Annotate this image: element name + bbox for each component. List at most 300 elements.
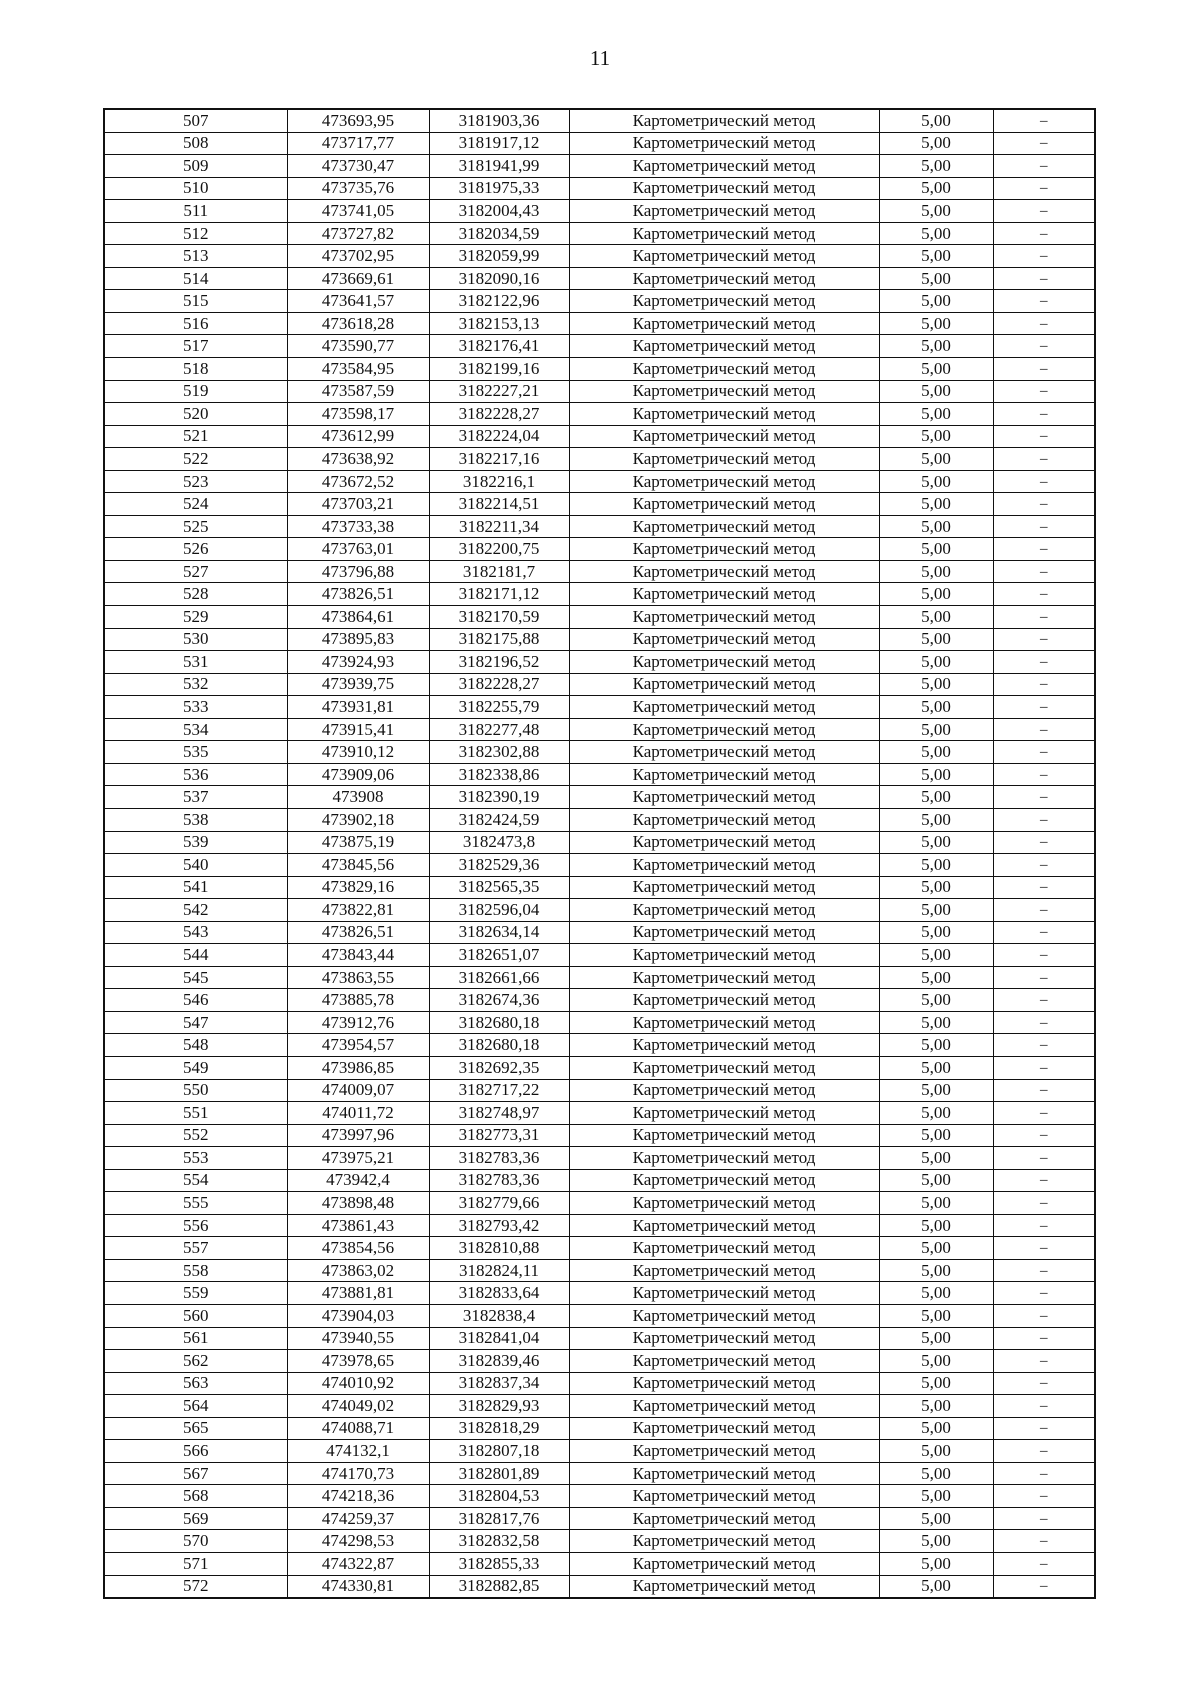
x-coordinate-cell: 473942,4: [287, 1169, 429, 1192]
point-number-cell: 551: [104, 1102, 287, 1125]
x-coordinate-cell: 474049,02: [287, 1395, 429, 1418]
description-cell: –: [993, 673, 1095, 696]
x-coordinate-cell: 473939,75: [287, 673, 429, 696]
accuracy-cell: 5,00: [879, 808, 993, 831]
x-coordinate-cell: 473703,21: [287, 493, 429, 516]
accuracy-cell: 5,00: [879, 1395, 993, 1418]
point-number-cell: 571: [104, 1553, 287, 1576]
accuracy-cell: 5,00: [879, 628, 993, 651]
accuracy-cell: 5,00: [879, 312, 993, 335]
description-cell: –: [993, 1372, 1095, 1395]
y-coordinate-cell: 3182773,31: [429, 1124, 569, 1147]
method-cell: Картометрический метод: [569, 403, 879, 426]
method-cell: Картометрический метод: [569, 741, 879, 764]
description-cell: –: [993, 1237, 1095, 1260]
description-cell: –: [993, 493, 1095, 516]
table-row: [104, 358, 1095, 381]
description-cell: –: [993, 222, 1095, 245]
table-row: [104, 470, 1095, 493]
accuracy-cell: 5,00: [879, 493, 993, 516]
description-cell: –: [993, 583, 1095, 606]
point-number-cell: 566: [104, 1440, 287, 1463]
table-row: [104, 177, 1095, 200]
x-coordinate-cell: 473641,57: [287, 290, 429, 313]
method-cell: Картометрический метод: [569, 1259, 879, 1282]
x-coordinate-cell: 473861,43: [287, 1214, 429, 1237]
description-cell: –: [993, 515, 1095, 538]
x-coordinate-cell: 473584,95: [287, 358, 429, 381]
accuracy-cell: 5,00: [879, 1350, 993, 1373]
table-row: [104, 109, 1095, 132]
method-cell: Картометрический метод: [569, 470, 879, 493]
description-cell: –: [993, 1011, 1095, 1034]
description-cell: –: [993, 109, 1095, 132]
method-cell: Картометрический метод: [569, 515, 879, 538]
point-number-cell: 538: [104, 808, 287, 831]
method-cell: Картометрический метод: [569, 222, 879, 245]
y-coordinate-cell: 3182277,48: [429, 718, 569, 741]
y-coordinate-cell: 3182779,66: [429, 1192, 569, 1215]
x-coordinate-cell: 473672,52: [287, 470, 429, 493]
point-number-cell: 548: [104, 1034, 287, 1057]
point-number-cell: 542: [104, 899, 287, 922]
x-coordinate-cell: 474259,37: [287, 1507, 429, 1530]
table-row: [104, 944, 1095, 967]
description-cell: –: [993, 177, 1095, 200]
point-number-cell: 559: [104, 1282, 287, 1305]
x-coordinate-cell: 473975,21: [287, 1147, 429, 1170]
method-cell: Картометрический метод: [569, 1530, 879, 1553]
accuracy-cell: 5,00: [879, 1530, 993, 1553]
point-number-cell: 554: [104, 1169, 287, 1192]
point-number-cell: 516: [104, 312, 287, 335]
y-coordinate-cell: 3182090,16: [429, 267, 569, 290]
accuracy-cell: 5,00: [879, 267, 993, 290]
point-number-cell: 569: [104, 1507, 287, 1530]
accuracy-cell: 5,00: [879, 1056, 993, 1079]
accuracy-cell: 5,00: [879, 403, 993, 426]
description-cell: –: [993, 1102, 1095, 1125]
description-cell: –: [993, 1214, 1095, 1237]
x-coordinate-cell: 473875,19: [287, 831, 429, 854]
accuracy-cell: 5,00: [879, 651, 993, 674]
point-number-cell: 530: [104, 628, 287, 651]
y-coordinate-cell: 3182634,14: [429, 921, 569, 944]
table-row: [104, 854, 1095, 877]
method-cell: Картометрический метод: [569, 1214, 879, 1237]
y-coordinate-cell: 3182122,96: [429, 290, 569, 313]
method-cell: Картометрический метод: [569, 1011, 879, 1034]
x-coordinate-cell: 473915,41: [287, 718, 429, 741]
y-coordinate-cell: 3182841,04: [429, 1327, 569, 1350]
x-coordinate-cell: 474010,92: [287, 1372, 429, 1395]
point-number-cell: 520: [104, 403, 287, 426]
x-coordinate-cell: 473693,95: [287, 109, 429, 132]
method-cell: Картометрический метод: [569, 267, 879, 290]
y-coordinate-cell: 3182153,13: [429, 312, 569, 335]
table-row: [104, 335, 1095, 358]
y-coordinate-cell: 3182175,88: [429, 628, 569, 651]
y-coordinate-cell: 3182200,75: [429, 538, 569, 561]
table-row: [104, 899, 1095, 922]
description-cell: –: [993, 606, 1095, 629]
table-row: [104, 1259, 1095, 1282]
method-cell: Картометрический метод: [569, 989, 879, 1012]
point-number-cell: 533: [104, 696, 287, 719]
x-coordinate-cell: 473669,61: [287, 267, 429, 290]
point-number-cell: 518: [104, 358, 287, 381]
table-row: [104, 1440, 1095, 1463]
description-cell: –: [993, 741, 1095, 764]
x-coordinate-cell: 473910,12: [287, 741, 429, 764]
table-row: [104, 493, 1095, 516]
accuracy-cell: 5,00: [879, 583, 993, 606]
description-cell: –: [993, 1304, 1095, 1327]
method-cell: Картометрический метод: [569, 538, 879, 561]
description-cell: –: [993, 718, 1095, 741]
x-coordinate-cell: 473881,81: [287, 1282, 429, 1305]
x-coordinate-cell: 473909,06: [287, 763, 429, 786]
y-coordinate-cell: 3182832,58: [429, 1530, 569, 1553]
method-cell: Картометрический метод: [569, 155, 879, 178]
method-cell: Картометрический метод: [569, 944, 879, 967]
point-number-cell: 553: [104, 1147, 287, 1170]
table-row: [104, 1034, 1095, 1057]
coordinates-table: [103, 108, 1096, 1599]
y-coordinate-cell: 3182804,53: [429, 1485, 569, 1508]
y-coordinate-cell: 3182882,85: [429, 1575, 569, 1598]
y-coordinate-cell: 3182748,97: [429, 1102, 569, 1125]
accuracy-cell: 5,00: [879, 560, 993, 583]
x-coordinate-cell: 474011,72: [287, 1102, 429, 1125]
accuracy-cell: 5,00: [879, 177, 993, 200]
point-number-cell: 556: [104, 1214, 287, 1237]
table-row: [104, 831, 1095, 854]
x-coordinate-cell: 474322,87: [287, 1553, 429, 1576]
y-coordinate-cell: 3182196,52: [429, 651, 569, 674]
y-coordinate-cell: 3182224,04: [429, 425, 569, 448]
table-row: [104, 921, 1095, 944]
method-cell: Картометрический метод: [569, 876, 879, 899]
point-number-cell: 524: [104, 493, 287, 516]
accuracy-cell: 5,00: [879, 1079, 993, 1102]
accuracy-cell: 5,00: [879, 1214, 993, 1237]
method-cell: Картометрический метод: [569, 560, 879, 583]
method-cell: Картометрический метод: [569, 899, 879, 922]
description-cell: –: [993, 470, 1095, 493]
x-coordinate-cell: 473885,78: [287, 989, 429, 1012]
table-row: [104, 808, 1095, 831]
point-number-cell: 526: [104, 538, 287, 561]
point-number-cell: 537: [104, 786, 287, 809]
y-coordinate-cell: 3182818,29: [429, 1417, 569, 1440]
description-cell: –: [993, 628, 1095, 651]
x-coordinate-cell: 473940,55: [287, 1327, 429, 1350]
description-cell: –: [993, 538, 1095, 561]
method-cell: Картометрический метод: [569, 245, 879, 268]
x-coordinate-cell: 473598,17: [287, 403, 429, 426]
method-cell: Картометрический метод: [569, 606, 879, 629]
accuracy-cell: 5,00: [879, 1372, 993, 1395]
y-coordinate-cell: 3182596,04: [429, 899, 569, 922]
table-row: [104, 1147, 1095, 1170]
description-cell: –: [993, 808, 1095, 831]
table-row: [104, 1304, 1095, 1327]
method-cell: Картометрический метод: [569, 1056, 879, 1079]
description-cell: –: [993, 921, 1095, 944]
accuracy-cell: 5,00: [879, 741, 993, 764]
table-row: [104, 763, 1095, 786]
method-cell: Картометрический метод: [569, 651, 879, 674]
x-coordinate-cell: 474088,71: [287, 1417, 429, 1440]
accuracy-cell: 5,00: [879, 606, 993, 629]
x-coordinate-cell: 473931,81: [287, 696, 429, 719]
y-coordinate-cell: 3182228,27: [429, 673, 569, 696]
y-coordinate-cell: 3182217,16: [429, 448, 569, 471]
method-cell: Картометрический метод: [569, 628, 879, 651]
accuracy-cell: 5,00: [879, 673, 993, 696]
point-number-cell: 532: [104, 673, 287, 696]
y-coordinate-cell: 3182717,22: [429, 1079, 569, 1102]
point-number-cell: 546: [104, 989, 287, 1012]
accuracy-cell: 5,00: [879, 899, 993, 922]
table-row: [104, 1169, 1095, 1192]
point-number-cell: 544: [104, 944, 287, 967]
y-coordinate-cell: 3182855,33: [429, 1553, 569, 1576]
description-cell: –: [993, 1169, 1095, 1192]
x-coordinate-cell: 473898,48: [287, 1192, 429, 1215]
method-cell: Картометрический метод: [569, 854, 879, 877]
description-cell: –: [993, 651, 1095, 674]
accuracy-cell: 5,00: [879, 109, 993, 132]
method-cell: Картометрический метод: [569, 1350, 879, 1373]
x-coordinate-cell: 473908: [287, 786, 429, 809]
accuracy-cell: 5,00: [879, 222, 993, 245]
table-row: [104, 1079, 1095, 1102]
point-number-cell: 512: [104, 222, 287, 245]
point-number-cell: 531: [104, 651, 287, 674]
table-row: [104, 741, 1095, 764]
accuracy-cell: 5,00: [879, 1011, 993, 1034]
description-cell: –: [993, 380, 1095, 403]
point-number-cell: 527: [104, 560, 287, 583]
method-cell: Картометрический метод: [569, 1485, 879, 1508]
method-cell: Картометрический метод: [569, 1575, 879, 1598]
accuracy-cell: 5,00: [879, 1169, 993, 1192]
point-number-cell: 550: [104, 1079, 287, 1102]
y-coordinate-cell: 3182807,18: [429, 1440, 569, 1463]
y-coordinate-cell: 3182473,8: [429, 831, 569, 854]
accuracy-cell: 5,00: [879, 1462, 993, 1485]
description-cell: –: [993, 155, 1095, 178]
point-number-cell: 514: [104, 267, 287, 290]
method-cell: Картометрический метод: [569, 1034, 879, 1057]
x-coordinate-cell: 473587,59: [287, 380, 429, 403]
method-cell: Картометрический метод: [569, 132, 879, 155]
method-cell: Картометрический метод: [569, 177, 879, 200]
method-cell: Картометрический метод: [569, 1147, 879, 1170]
method-cell: Картометрический метод: [569, 1372, 879, 1395]
description-cell: –: [993, 1056, 1095, 1079]
y-coordinate-cell: 3182338,86: [429, 763, 569, 786]
method-cell: Картометрический метод: [569, 1395, 879, 1418]
description-cell: –: [993, 312, 1095, 335]
y-coordinate-cell: 3182793,42: [429, 1214, 569, 1237]
method-cell: Картометрический метод: [569, 1304, 879, 1327]
point-number-cell: 568: [104, 1485, 287, 1508]
description-cell: –: [993, 1553, 1095, 1576]
point-number-cell: 563: [104, 1372, 287, 1395]
point-number-cell: 561: [104, 1327, 287, 1350]
description-cell: –: [993, 560, 1095, 583]
table-row: [104, 966, 1095, 989]
table-row: [104, 1462, 1095, 1485]
y-coordinate-cell: 3182837,34: [429, 1372, 569, 1395]
table-row: [104, 515, 1095, 538]
method-cell: Картометрический метод: [569, 200, 879, 223]
accuracy-cell: 5,00: [879, 696, 993, 719]
method-cell: Картометрический метод: [569, 831, 879, 854]
table-row: [104, 1102, 1095, 1125]
x-coordinate-cell: 473954,57: [287, 1034, 429, 1057]
description-cell: –: [993, 1259, 1095, 1282]
x-coordinate-cell: 473638,92: [287, 448, 429, 471]
x-coordinate-cell: 473854,56: [287, 1237, 429, 1260]
description-cell: –: [993, 245, 1095, 268]
table-row: [104, 1237, 1095, 1260]
description-cell: –: [993, 876, 1095, 899]
table-row: [104, 989, 1095, 1012]
x-coordinate-cell: 473590,77: [287, 335, 429, 358]
table-row: [104, 1214, 1095, 1237]
accuracy-cell: 5,00: [879, 876, 993, 899]
description-cell: –: [993, 1417, 1095, 1440]
description-cell: –: [993, 1034, 1095, 1057]
description-cell: –: [993, 1507, 1095, 1530]
point-number-cell: 525: [104, 515, 287, 538]
accuracy-cell: 5,00: [879, 1147, 993, 1170]
description-cell: –: [993, 989, 1095, 1012]
x-coordinate-cell: 473986,85: [287, 1056, 429, 1079]
description-cell: –: [993, 335, 1095, 358]
y-coordinate-cell: 3182255,79: [429, 696, 569, 719]
y-coordinate-cell: 3181917,12: [429, 132, 569, 155]
accuracy-cell: 5,00: [879, 425, 993, 448]
y-coordinate-cell: 3181975,33: [429, 177, 569, 200]
x-coordinate-cell: 473717,77: [287, 132, 429, 155]
accuracy-cell: 5,00: [879, 1192, 993, 1215]
point-number-cell: 547: [104, 1011, 287, 1034]
point-number-cell: 555: [104, 1192, 287, 1215]
x-coordinate-cell: 473618,28: [287, 312, 429, 335]
method-cell: Картометрический метод: [569, 358, 879, 381]
table-row: [104, 245, 1095, 268]
x-coordinate-cell: 473829,16: [287, 876, 429, 899]
description-cell: –: [993, 1192, 1095, 1215]
y-coordinate-cell: 3181941,99: [429, 155, 569, 178]
description-cell: –: [993, 1575, 1095, 1598]
method-cell: Картометрический метод: [569, 1507, 879, 1530]
table-row: [104, 1282, 1095, 1305]
table-row: [104, 1350, 1095, 1373]
table-row: [104, 267, 1095, 290]
y-coordinate-cell: 3182171,12: [429, 583, 569, 606]
y-coordinate-cell: 3182829,93: [429, 1395, 569, 1418]
accuracy-cell: 5,00: [879, 966, 993, 989]
description-cell: –: [993, 403, 1095, 426]
table-row: [104, 876, 1095, 899]
table-row: [104, 718, 1095, 741]
point-number-cell: 521: [104, 425, 287, 448]
method-cell: Картометрический метод: [569, 921, 879, 944]
description-cell: –: [993, 1147, 1095, 1170]
table-row: [104, 448, 1095, 471]
table-row: [104, 696, 1095, 719]
x-coordinate-cell: 473863,02: [287, 1259, 429, 1282]
description-cell: –: [993, 944, 1095, 967]
accuracy-cell: 5,00: [879, 470, 993, 493]
method-cell: Картометрический метод: [569, 493, 879, 516]
accuracy-cell: 5,00: [879, 1282, 993, 1305]
method-cell: Картометрический метод: [569, 763, 879, 786]
accuracy-cell: 5,00: [879, 335, 993, 358]
point-number-cell: 545: [104, 966, 287, 989]
table-row: [104, 132, 1095, 155]
point-number-cell: 572: [104, 1575, 287, 1598]
y-coordinate-cell: 3181903,36: [429, 109, 569, 132]
accuracy-cell: 5,00: [879, 831, 993, 854]
x-coordinate-cell: 473843,44: [287, 944, 429, 967]
accuracy-cell: 5,00: [879, 1259, 993, 1282]
description-cell: –: [993, 763, 1095, 786]
accuracy-cell: 5,00: [879, 1485, 993, 1508]
description-cell: –: [993, 1124, 1095, 1147]
y-coordinate-cell: 3182176,41: [429, 335, 569, 358]
method-cell: Картометрический метод: [569, 786, 879, 809]
description-cell: –: [993, 854, 1095, 877]
page-number: 11: [589, 46, 611, 70]
table-row: [104, 651, 1095, 674]
x-coordinate-cell: 474298,53: [287, 1530, 429, 1553]
y-coordinate-cell: 3182680,18: [429, 1011, 569, 1034]
y-coordinate-cell: 3182838,4: [429, 1304, 569, 1327]
point-number-cell: 519: [104, 380, 287, 403]
y-coordinate-cell: 3182674,36: [429, 989, 569, 1012]
y-coordinate-cell: 3182228,27: [429, 403, 569, 426]
table-row: [104, 1575, 1095, 1598]
table-row: [104, 380, 1095, 403]
y-coordinate-cell: 3182227,21: [429, 380, 569, 403]
x-coordinate-cell: 473730,47: [287, 155, 429, 178]
point-number-cell: 552: [104, 1124, 287, 1147]
point-number-cell: 509: [104, 155, 287, 178]
y-coordinate-cell: 3182810,88: [429, 1237, 569, 1260]
x-coordinate-cell: 473796,88: [287, 560, 429, 583]
method-cell: Картометрический метод: [569, 1417, 879, 1440]
table-row: [104, 1124, 1095, 1147]
point-number-cell: 508: [104, 132, 287, 155]
y-coordinate-cell: 3182801,89: [429, 1462, 569, 1485]
accuracy-cell: 5,00: [879, 1102, 993, 1125]
x-coordinate-cell: 473733,38: [287, 515, 429, 538]
x-coordinate-cell: 473864,61: [287, 606, 429, 629]
point-number-cell: 522: [104, 448, 287, 471]
table-row: [104, 155, 1095, 178]
y-coordinate-cell: 3182211,34: [429, 515, 569, 538]
point-number-cell: 536: [104, 763, 287, 786]
description-cell: –: [993, 1350, 1095, 1373]
y-coordinate-cell: 3182214,51: [429, 493, 569, 516]
